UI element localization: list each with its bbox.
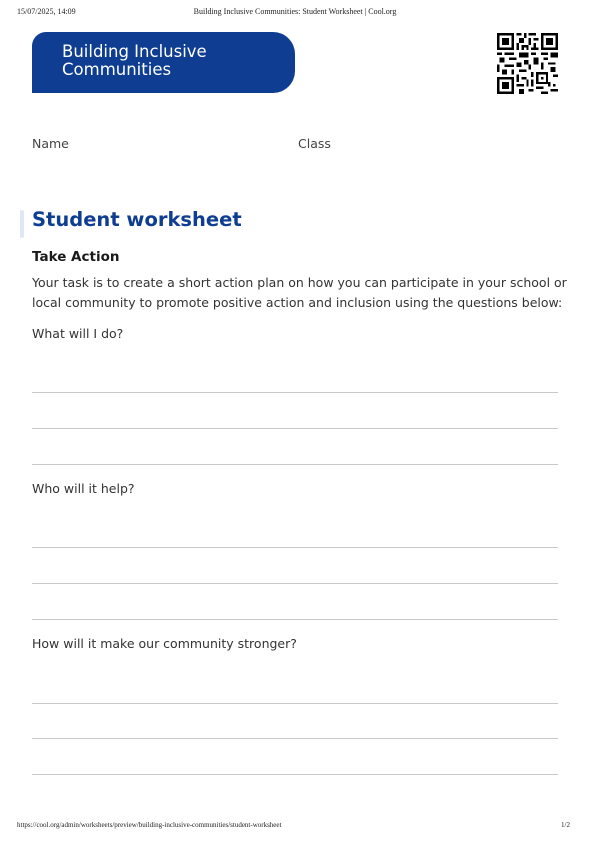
print-header [17, 7, 573, 19]
answer-line[interactable] [32, 428, 558, 429]
answer-line[interactable] [32, 703, 558, 704]
banner-title-line-2: Communities [62, 60, 172, 79]
section-heading: Take Action [32, 249, 120, 265]
answer-line[interactable] [32, 774, 558, 775]
answer-line[interactable] [32, 583, 558, 584]
question-who: Who will it help? [32, 481, 135, 496]
print-footer [17, 821, 573, 833]
class-field-label: Class [298, 136, 331, 151]
title-accent-bar [20, 210, 24, 238]
answer-line[interactable] [32, 547, 558, 548]
qr-code-icon [497, 33, 558, 94]
question-how: How will it make our community stronger? [32, 636, 297, 651]
question-what: What will I do? [32, 326, 124, 341]
worksheet-title: Student worksheet [32, 208, 242, 231]
name-field-label: Name [32, 136, 69, 151]
banner-title-line-1: Building Inclusive [62, 42, 207, 61]
title-banner [32, 32, 295, 93]
answer-line[interactable] [32, 464, 558, 465]
answer-line[interactable] [32, 392, 558, 393]
page-number: 1/2 [561, 821, 570, 829]
print-timestamp: 15/07/2025, 14:09 [17, 7, 76, 16]
print-url: https://cool.org/admin/worksheets/preview/building-inclusive-communities/student-worksheet [17, 821, 282, 829]
print-page-title: Building Inclusive Communities: Student Worksheet | Cool.org [193, 7, 397, 16]
task-instructions: Your task is to create a short action plan on how you can participate in your school or local community to promote positive action and inclusion using the questions below: [32, 275, 567, 310]
answer-line[interactable] [32, 619, 558, 620]
answer-line[interactable] [32, 738, 558, 739]
